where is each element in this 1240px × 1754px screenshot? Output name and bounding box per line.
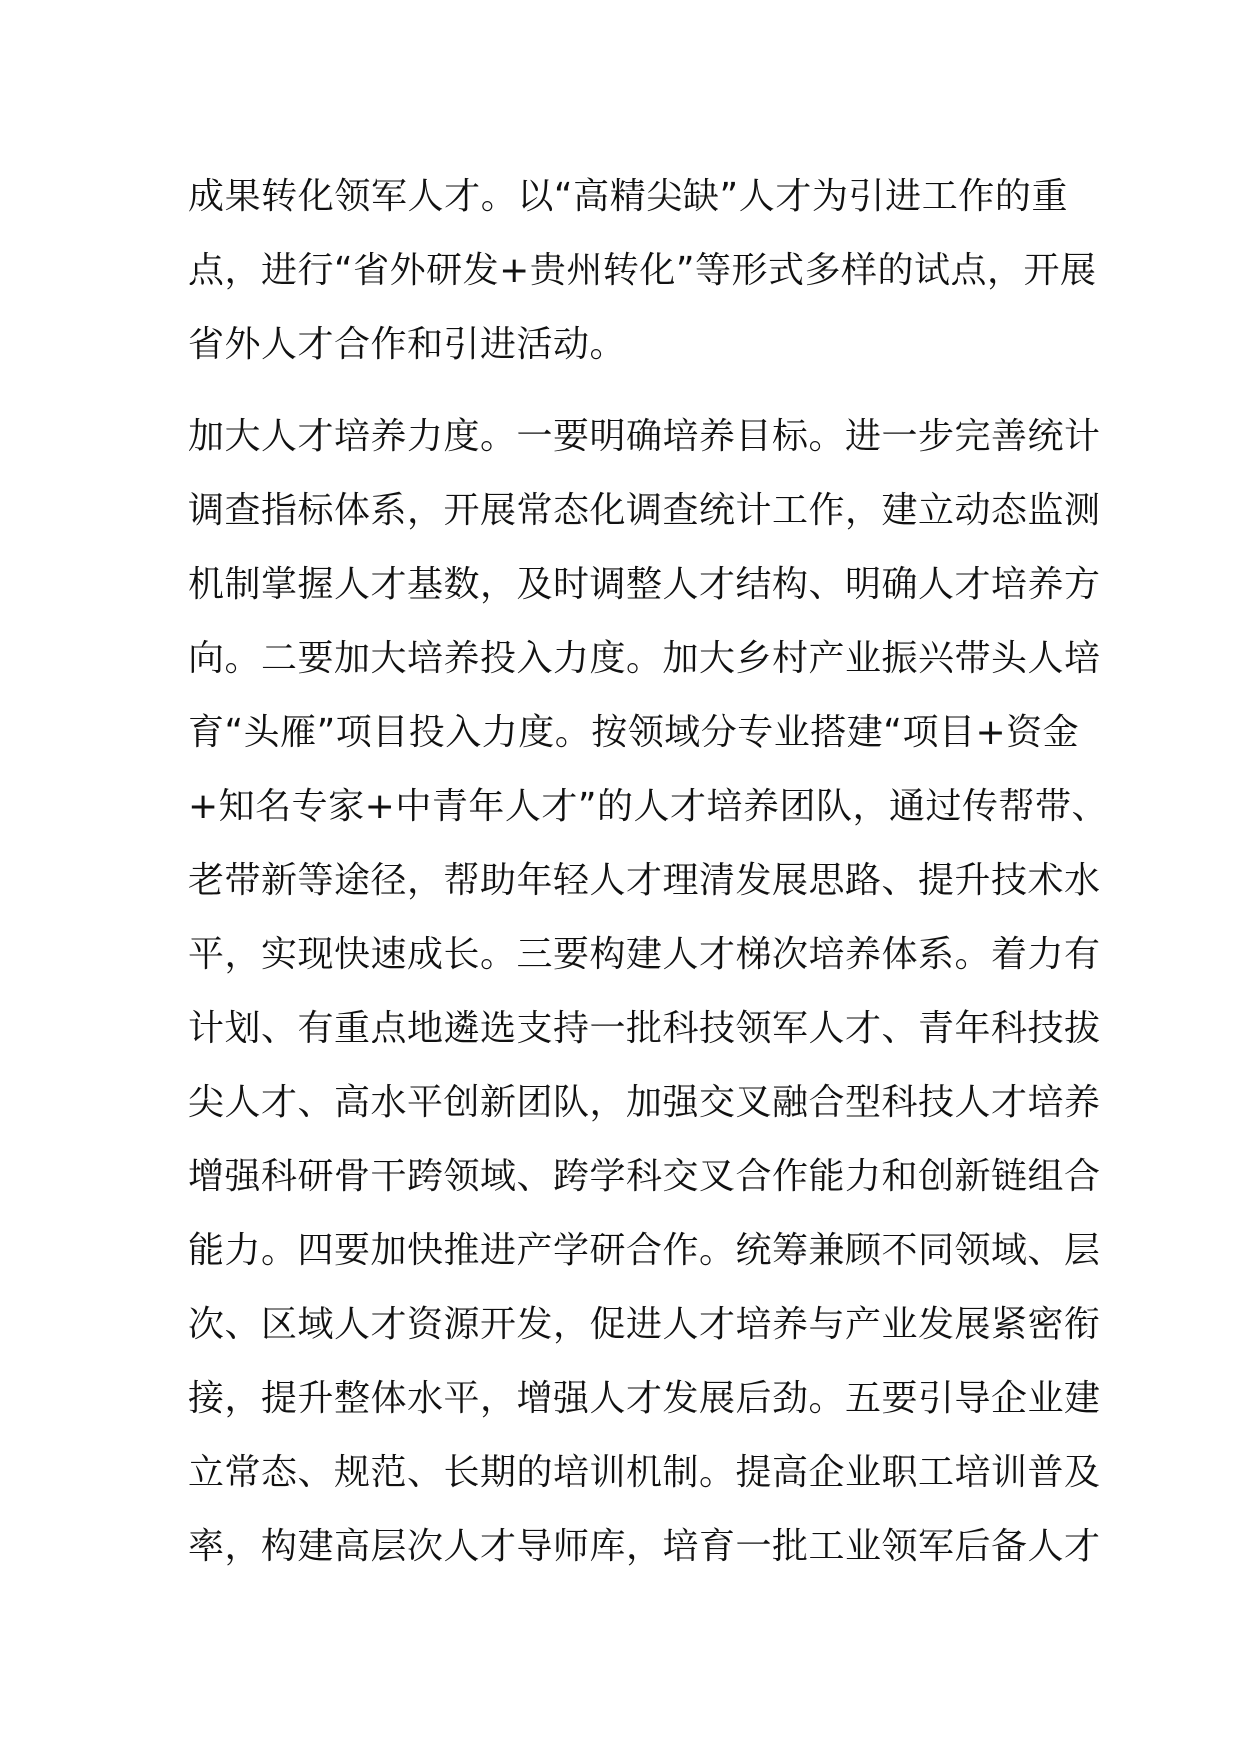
text-line: 省外人才合作和引进活动。 bbox=[188, 324, 627, 365]
text-line: 加大人才培养力度。一要明确培养目标。进一步完善统计 bbox=[188, 416, 1101, 457]
text-line: 尖人才、高水平创新团队，加强交叉融合型科技人才培养 bbox=[188, 1082, 1101, 1123]
text-line: 点，进行“省外研发+贵州转化”等形式多样的试点，开展 bbox=[188, 250, 1097, 291]
document-body bbox=[188, 160, 1108, 1602]
text-line: 调查指标体系，开展常态化调查统计工作，建立动态监测 bbox=[188, 490, 1101, 531]
text-line: 育“头雁”项目投入力度。按领域分专业搭建“项目+资金 bbox=[188, 712, 1080, 753]
paragraph-talent-introduction bbox=[188, 160, 1097, 382]
text-line: 计划、有重点地遴选支持一批科技领军人才、青年科技拔 bbox=[188, 1008, 1101, 1049]
text-line: 立常态、规范、长期的培训机制。提高企业职工培训普及 bbox=[188, 1452, 1101, 1493]
paragraph-talent-training bbox=[188, 400, 1108, 1584]
text-line: 能力。四要加快推进产学研合作。统筹兼顾不同领域、层 bbox=[188, 1230, 1101, 1271]
text-line: 接，提升整体水平，增强人才发展后劲。五要引导企业建 bbox=[188, 1378, 1101, 1419]
text-line: 成果转化领军人才。以“高精尖缺”人才为引进工作的重 bbox=[188, 176, 1068, 217]
text-line: 平，实现快速成长。三要构建人才梯次培养体系。着力有 bbox=[188, 934, 1101, 975]
text-line: 机制掌握人才基数，及时调整人才结构、明确人才培养方 bbox=[188, 564, 1101, 605]
text-line: 次、区域人才资源开发，促进人才培养与产业发展紧密衔 bbox=[188, 1304, 1101, 1345]
text-line: 增强科研骨干跨领域、跨学科交叉合作能力和创新链组合 bbox=[188, 1156, 1101, 1197]
text-line: 老带新等途径，帮助年轻人才理清发展思路、提升技术水 bbox=[188, 860, 1101, 901]
text-line: 率，构建高层次人才导师库，培育一批工业领军后备人才 bbox=[188, 1526, 1101, 1567]
text-line: +知名专家+中青年人才”的人才培养团队，通过传帮带、 bbox=[188, 786, 1108, 827]
text-line: 向。二要加大培养投入力度。加大乡村产业振兴带头人培 bbox=[188, 638, 1101, 679]
